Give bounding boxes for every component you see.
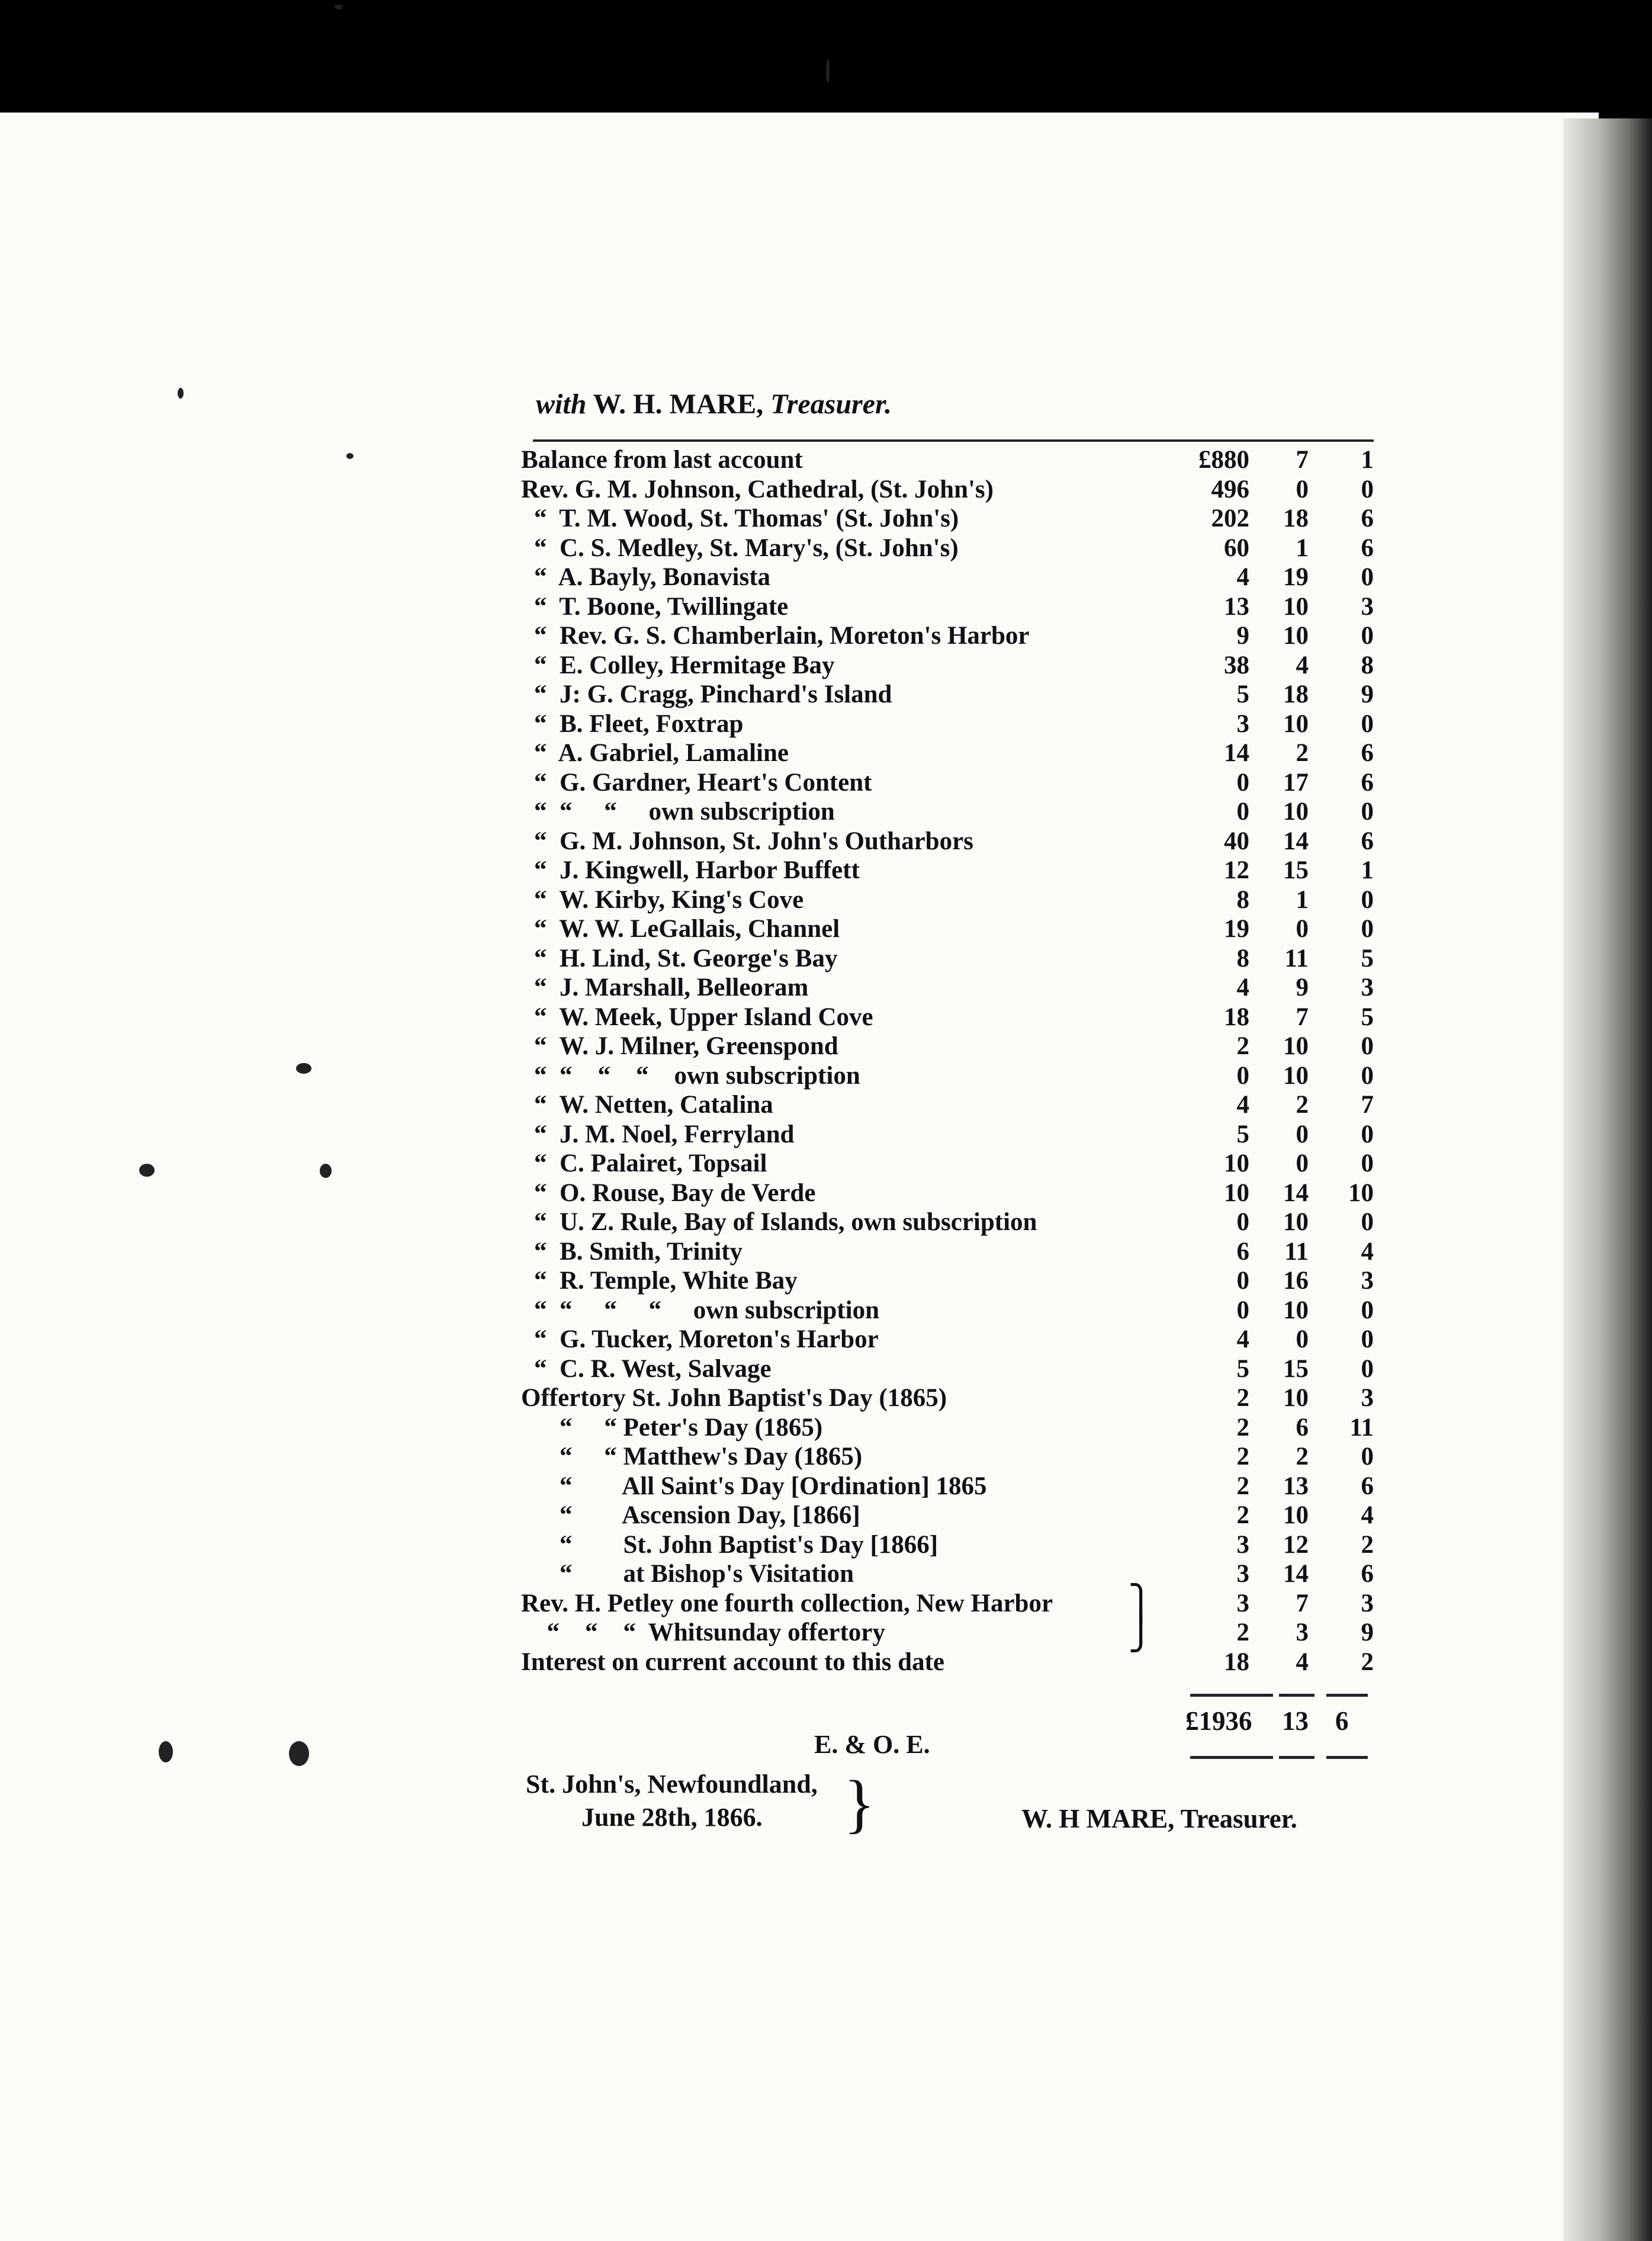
ink-speck xyxy=(346,453,353,459)
row-description: “ A. Gabriel, Lamaline xyxy=(534,739,789,767)
amount-pounds: 496 xyxy=(1211,475,1249,503)
ink-speck xyxy=(335,5,343,9)
amount-pence: 0 xyxy=(1361,1032,1374,1060)
amount-pence: 1 xyxy=(1361,856,1374,884)
amount-shillings: 3 xyxy=(1296,1619,1309,1646)
amount-pounds: 18 xyxy=(1224,1003,1249,1031)
amount-pounds: 13 xyxy=(1224,592,1249,621)
amount-shillings: 7 xyxy=(1296,446,1309,474)
amount-pence: 0 xyxy=(1361,1443,1374,1471)
row-description: “ O. Rouse, Bay de Verde xyxy=(534,1179,816,1207)
ledger-row xyxy=(521,1530,1374,1560)
ledger-row xyxy=(521,475,1374,505)
total-double-rule-pounds xyxy=(1190,1756,1273,1759)
amount-shillings: 0 xyxy=(1296,1120,1309,1148)
ledger-row xyxy=(521,1237,1374,1267)
amount-shillings: 14 xyxy=(1283,1179,1309,1207)
amount-shillings: 2 xyxy=(1296,1443,1309,1471)
ledger-row xyxy=(521,885,1374,915)
amount-pence: 6 xyxy=(1361,534,1374,562)
amount-shillings: 16 xyxy=(1283,1267,1309,1295)
row-description: Rev. G. M. Johnson, Cathedral, (St. John's) xyxy=(521,475,994,503)
row-description: “ W. Netten, Catalina xyxy=(534,1091,773,1119)
row-description: “ at Bishop's Visitation xyxy=(534,1560,854,1588)
amount-pounds: 5 xyxy=(1236,1354,1249,1383)
amount-pence: 5 xyxy=(1361,944,1374,972)
amount-pounds: 14 xyxy=(1224,739,1249,767)
amount-pounds: 4 xyxy=(1236,563,1249,591)
total-rule-pounds xyxy=(1190,1694,1273,1697)
amount-shillings: 17 xyxy=(1283,768,1309,797)
ledger-row xyxy=(521,1208,1374,1237)
amount-pence: 6 xyxy=(1361,739,1374,767)
amount-shillings: 10 xyxy=(1283,1501,1309,1529)
amount-pence: 0 xyxy=(1361,1150,1374,1177)
row-description: “ Ascension Day, [1866] xyxy=(534,1501,860,1529)
amount-pence: 6 xyxy=(1361,1560,1374,1588)
amount-pounds: 6 xyxy=(1236,1237,1249,1266)
row-description: “ “ Peter's Day (1865) xyxy=(534,1413,823,1441)
ledger-row xyxy=(521,1061,1374,1091)
amount-pounds: 3 xyxy=(1236,709,1249,738)
amount-pounds: 10 xyxy=(1224,1179,1249,1207)
row-description: “ St. John Baptist's Day [1866] xyxy=(534,1530,939,1559)
row-brace: ⎭ xyxy=(1128,1613,1154,1652)
row-description: “ T. Boone, Twillingate xyxy=(534,592,789,621)
amount-pounds: 2 xyxy=(1236,1619,1249,1646)
ink-speck xyxy=(178,388,184,399)
header-name: W. H. MARE, xyxy=(593,389,764,420)
amount-pounds: 0 xyxy=(1236,1267,1249,1295)
amount-pence: 0 xyxy=(1361,1061,1374,1090)
amount-shillings: 15 xyxy=(1283,856,1309,884)
ledger-table xyxy=(521,445,1374,1677)
amount-shillings: 7 xyxy=(1296,1003,1309,1031)
amount-shillings: 10 xyxy=(1283,709,1309,738)
amount-pounds: 0 xyxy=(1236,798,1249,826)
row-description: “ T. M. Wood, St. Thomas' (St. John's) xyxy=(534,505,959,532)
row-description: “ W. W. LeGallais, Channel xyxy=(534,915,840,943)
amount-shillings: 18 xyxy=(1283,680,1309,708)
total-rule-pence xyxy=(1326,1694,1368,1697)
amount-shillings: 4 xyxy=(1296,651,1309,679)
amount-shillings: 6 xyxy=(1296,1413,1309,1441)
row-description: “ J: G. Cragg, Pinchard's Island xyxy=(534,680,892,708)
ledger-row xyxy=(521,445,1374,475)
amount-pence: 4 xyxy=(1361,1237,1374,1266)
ledger-row xyxy=(521,1266,1374,1296)
ledger-row xyxy=(521,1559,1374,1589)
date: June 28th, 1866. xyxy=(581,1803,763,1832)
amount-pence: 3 xyxy=(1361,1589,1374,1617)
amount-shillings: 10 xyxy=(1283,1296,1309,1324)
ledger-row xyxy=(521,1354,1374,1384)
amount-shillings: 0 xyxy=(1296,1325,1309,1353)
amount-shillings: 1 xyxy=(1296,885,1309,914)
ledger-row xyxy=(521,914,1374,944)
amount-pence: 6 xyxy=(1361,1472,1374,1500)
row-description: “ All Saint's Day [Ordination] 1865 xyxy=(534,1472,987,1500)
ledger-row xyxy=(521,1613,1374,1652)
ledger-row xyxy=(521,1472,1374,1501)
ink-speck xyxy=(826,59,830,83)
ledger-row xyxy=(521,534,1374,563)
amount-pence: 0 xyxy=(1361,475,1374,503)
amount-pounds: 4 xyxy=(1236,974,1249,1001)
row-description: Offertory St. John Baptist's Day (1865) xyxy=(521,1384,947,1412)
row-description: “ J. Kingwell, Harbor Buffett xyxy=(534,856,860,884)
ledger-row xyxy=(521,797,1374,827)
amount-pounds: 2 xyxy=(1236,1384,1249,1412)
ledger-row xyxy=(521,621,1374,651)
amount-pence: 0 xyxy=(1361,885,1374,914)
amount-pounds: 19 xyxy=(1224,915,1249,943)
header-prefix: with xyxy=(536,389,587,420)
amount-pounds: 2 xyxy=(1236,1443,1249,1471)
amount-pounds: 8 xyxy=(1236,885,1249,914)
amount-shillings: 10 xyxy=(1283,622,1309,650)
amount-pence: 3 xyxy=(1361,974,1374,1001)
amount-pounds: 5 xyxy=(1236,1120,1249,1148)
row-description: “ “ “ “ own subscription xyxy=(534,1296,879,1324)
ink-speck xyxy=(296,1063,311,1074)
ledger-row xyxy=(521,944,1374,974)
ledger-row xyxy=(521,827,1374,856)
ledger-row xyxy=(521,1383,1374,1413)
row-description: “ U. Z. Rule, Bay of Islands, own subscription xyxy=(534,1208,1037,1236)
amount-shillings: 10 xyxy=(1283,798,1309,826)
amount-shillings: 2 xyxy=(1296,1091,1309,1119)
place: St. John's, Newfoundland, xyxy=(526,1770,818,1799)
amount-shillings: 11 xyxy=(1284,944,1309,972)
row-description: “ R. Temple, White Bay xyxy=(534,1267,798,1295)
ledger-row xyxy=(521,1003,1374,1032)
amount-shillings: 18 xyxy=(1283,505,1309,532)
amount-shillings: 10 xyxy=(1283,592,1309,621)
ledger-row xyxy=(521,709,1374,739)
ledger-row xyxy=(521,592,1374,622)
amount-shillings: 11 xyxy=(1284,1237,1309,1266)
treasurer-signature: W. H MARE, Treasurer. xyxy=(1021,1804,1297,1834)
row-description: “ W. Kirby, King's Cove xyxy=(534,885,804,914)
amount-shillings: 14 xyxy=(1283,827,1309,855)
amount-pounds: 0 xyxy=(1236,1061,1249,1090)
amount-shillings: 12 xyxy=(1283,1530,1309,1559)
amount-shillings: 0 xyxy=(1296,1150,1309,1177)
row-description: “ E. Colley, Hermitage Bay xyxy=(534,651,835,679)
ledger-row xyxy=(521,504,1374,534)
amount-pence: 7 xyxy=(1361,1091,1374,1119)
amount-pence: 6 xyxy=(1361,768,1374,797)
amount-pence: 6 xyxy=(1361,827,1374,855)
row-description: “ J. M. Noel, Ferryland xyxy=(534,1120,795,1148)
amount-pounds: 2 xyxy=(1236,1032,1249,1060)
amount-pence: 0 xyxy=(1361,915,1374,943)
row-description: “ “ Matthew's Day (1865) xyxy=(534,1443,863,1471)
place-date-block xyxy=(526,1768,818,1834)
amount-pence: 2 xyxy=(1361,1648,1374,1676)
amount-shillings: 14 xyxy=(1283,1560,1309,1588)
amount-pounds: 3 xyxy=(1236,1560,1249,1588)
amount-pounds: 3 xyxy=(1236,1530,1249,1559)
row-description: “ H. Lind, St. George's Bay xyxy=(534,944,838,972)
page-fold-shadow xyxy=(1563,118,1652,2241)
amount-pence: 0 xyxy=(1361,1296,1374,1324)
ink-speck xyxy=(320,1164,332,1178)
amount-pence: 2 xyxy=(1361,1530,1374,1559)
amount-shillings: 1 xyxy=(1296,534,1309,562)
amount-pounds: 8 xyxy=(1236,944,1249,972)
header-title: Treasurer. xyxy=(770,389,892,420)
amount-pounds: 2 xyxy=(1236,1501,1249,1529)
amount-pounds: 4 xyxy=(1236,1091,1249,1119)
amount-pence: 9 xyxy=(1361,1619,1374,1646)
row-description: “ C. Palairet, Topsail xyxy=(534,1150,767,1177)
ledger-row xyxy=(521,1179,1374,1208)
amount-shillings: 4 xyxy=(1296,1648,1309,1676)
ledger-row xyxy=(521,1296,1374,1325)
ledger-row xyxy=(521,1120,1374,1150)
amount-shillings: 15 xyxy=(1283,1354,1309,1383)
amount-pounds: 5 xyxy=(1236,680,1249,708)
amount-pence: 1 xyxy=(1361,446,1374,474)
row-description: “ W. J. Milner, Greenspond xyxy=(534,1032,838,1060)
amount-pence: 0 xyxy=(1361,1120,1374,1148)
row-brace: ⎫ xyxy=(1128,1584,1154,1623)
amount-shillings: 0 xyxy=(1296,475,1309,503)
ink-speck xyxy=(139,1164,155,1177)
amount-pence: 3 xyxy=(1361,1267,1374,1295)
amount-pounds: 12 xyxy=(1224,856,1249,884)
row-description: “ W. Meek, Upper Island Cove xyxy=(534,1003,873,1031)
total-rule-shillings xyxy=(1279,1694,1314,1697)
ledger-row xyxy=(521,1090,1374,1120)
row-description: “ J. Marshall, Belleoram xyxy=(534,974,809,1001)
ledger-row xyxy=(521,856,1374,885)
amount-pounds: 3 xyxy=(1236,1589,1249,1617)
row-description: “ G. M. Johnson, St. John's Outharbors xyxy=(534,827,973,855)
amount-pounds: 40 xyxy=(1224,827,1249,855)
amount-pence: 0 xyxy=(1361,622,1374,650)
amount-pounds: 9 xyxy=(1236,622,1249,650)
amount-pence: 6 xyxy=(1361,505,1374,532)
row-description: “ C. R. West, Salvage xyxy=(534,1354,772,1383)
amount-pence: 0 xyxy=(1361,1354,1374,1383)
amount-pounds: 60 xyxy=(1224,534,1249,562)
amount-shillings: 10 xyxy=(1283,1061,1309,1090)
amount-pence: 11 xyxy=(1349,1413,1374,1441)
amount-pounds: 202 xyxy=(1211,505,1249,532)
errors-omissions: E. & O. E. xyxy=(814,1730,930,1759)
header-rule xyxy=(533,439,1374,442)
amount-shillings: 0 xyxy=(1296,915,1309,943)
amount-shillings: 10 xyxy=(1283,1208,1309,1236)
row-description: Interest on current account to this date xyxy=(521,1648,945,1676)
amount-pence: 8 xyxy=(1361,651,1374,679)
amount-pence: 0 xyxy=(1361,1208,1374,1236)
amount-pence: 0 xyxy=(1361,1325,1374,1353)
ledger-row xyxy=(521,651,1374,680)
ink-speck xyxy=(289,1741,309,1766)
total-shillings: 13 xyxy=(1282,1706,1309,1736)
total-double-rule-pence xyxy=(1326,1756,1368,1759)
ledger-row xyxy=(521,1442,1374,1472)
row-description: “ G. Gardner, Heart's Content xyxy=(534,768,872,797)
ledger-row xyxy=(521,563,1374,592)
row-description: “ B. Fleet, Foxtrap xyxy=(534,709,744,738)
row-description: “ G. Tucker, Moreton's Harbor xyxy=(534,1325,879,1353)
row-description: “ “ “ own subscription xyxy=(534,798,835,826)
amount-pounds: 38 xyxy=(1224,651,1249,679)
amount-pounds: 0 xyxy=(1236,1296,1249,1324)
row-description: “ A. Bayly, Bonavista xyxy=(534,563,771,591)
amount-pence: 9 xyxy=(1361,680,1374,708)
amount-pence: 10 xyxy=(1348,1179,1374,1207)
row-description: “ C. S. Medley, St. Mary's, (St. John's) xyxy=(534,534,959,562)
amount-pounds: 10 xyxy=(1224,1150,1249,1177)
ledger-row xyxy=(521,1501,1374,1530)
ledger-row xyxy=(521,973,1374,1003)
amount-pence: 0 xyxy=(1361,709,1374,738)
ledger-row xyxy=(521,1325,1374,1354)
row-description: Rev. H. Petley one fourth collection, New Harbor xyxy=(521,1589,1053,1617)
amount-pounds: 2 xyxy=(1236,1413,1249,1441)
ledger-row xyxy=(521,739,1374,768)
row-description: “ “ “ Whitsunday offertory xyxy=(534,1619,885,1646)
amount-pounds: 4 xyxy=(1236,1325,1249,1353)
amount-shillings: 13 xyxy=(1283,1472,1309,1500)
ledger-row xyxy=(521,1584,1374,1623)
ledger-row xyxy=(521,1149,1374,1179)
amount-shillings: 9 xyxy=(1296,974,1309,1001)
row-description: Balance from last account xyxy=(521,446,803,474)
row-description: “ “ “ “ own subscription xyxy=(534,1061,860,1090)
amount-pounds: £880 xyxy=(1198,446,1249,474)
curly-brace: } xyxy=(844,1767,875,1839)
amount-shillings: 2 xyxy=(1296,739,1309,767)
ink-speck xyxy=(159,1741,173,1762)
total-pounds: £1936 xyxy=(1185,1706,1252,1736)
amount-shillings: 10 xyxy=(1283,1384,1309,1412)
amount-pounds: 2 xyxy=(1236,1472,1249,1500)
ledger-row xyxy=(521,1413,1374,1443)
amount-pence: 0 xyxy=(1361,798,1374,826)
ledger-row xyxy=(521,768,1374,798)
ledger-row xyxy=(521,1648,1374,1677)
account-header xyxy=(536,388,892,420)
row-description: “ Rev. G. S. Chamberlain, Moreton's Harbor xyxy=(534,622,1030,650)
ledger-row xyxy=(521,1032,1374,1061)
amount-pounds: 18 xyxy=(1224,1648,1249,1676)
amount-pounds: 0 xyxy=(1236,768,1249,797)
amount-pence: 0 xyxy=(1361,563,1374,591)
amount-pounds: 0 xyxy=(1236,1208,1249,1236)
amount-shillings: 10 xyxy=(1283,1032,1309,1060)
amount-shillings: 19 xyxy=(1283,563,1309,591)
amount-pence: 4 xyxy=(1361,1501,1374,1529)
ledger-row xyxy=(521,680,1374,709)
amount-pence: 5 xyxy=(1361,1003,1374,1031)
row-description: “ B. Smith, Trinity xyxy=(534,1237,743,1266)
total-double-rule-shillings xyxy=(1279,1756,1314,1759)
amount-shillings: 7 xyxy=(1296,1589,1309,1617)
total-pence: 6 xyxy=(1335,1706,1349,1736)
amount-pence: 3 xyxy=(1361,1384,1374,1412)
amount-pence: 3 xyxy=(1361,592,1374,621)
